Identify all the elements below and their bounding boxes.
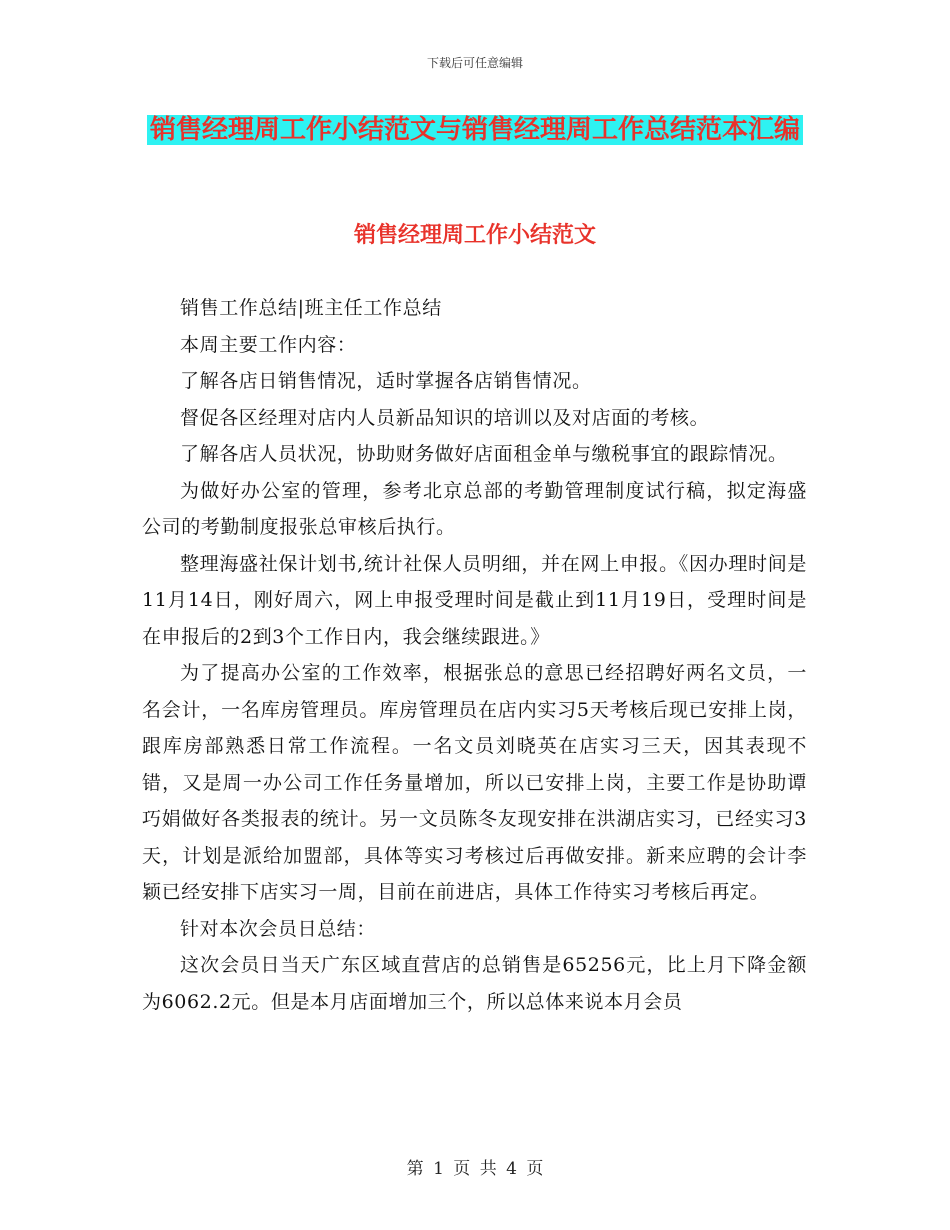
paragraph: 这次会员日当天广东区域直营店的总销售是65256元，比上月下降金额为6062.2元。但是本月店面增加三个，所以总体来说本月会员: [142, 954, 807, 1013]
paragraph: 整理海盛社保计划书,统计社保人员明细，并在网上申报。《因办理时间是11月14日，刚好周六，网上申报受理时间是截止到11月19日，受理时间是在申报后的2到3个工作日内，我会继续跟进。》: [142, 552, 807, 648]
paragraph: 针对本次会员日总结：: [180, 917, 377, 940]
page-number-footer: 第 1 页 共 4 页: [406, 1159, 544, 1179]
document-title-text: 销售经理周工作小结范文与销售经理周工作总结范本汇编: [147, 115, 803, 145]
document-title: [140, 108, 810, 152]
paragraph: 为做好办公室的管理，参考北京总部的考勤管理制度试行稿，拟定海盛公司的考勤制度报张总审核后执行。: [142, 479, 807, 538]
paragraph: 销售工作总结|班主任工作总结: [180, 297, 442, 319]
paragraph: 为了提高办公室的工作效率，根据张总的意思已经招聘好两名文员，一名会计，一名库房管理员。库房管理员在店内实习5天考核后现已安排上岗，跟库房部熟悉日常工作流程。一名文员刘晓英在店实习三天，因其表现不错，又是周一办公司工作任务量增加，所以已安排上岗，主要工作是协助谭巧娟做好各类报表的统计。另一文员陈冬友现安排在洪湖店实习，已经实习3天，计划是派给加盟部，具体等实习考核过后再做安排。新来应聘的会计李颖已经安排下店实习一周，目前在前进店，具体工作待实习考核后再定。: [142, 662, 807, 903]
header-note: 下载后可任意编辑: [426, 56, 523, 70]
document-body: [142, 290, 807, 1020]
paragraph: 督促各区经理对店内人员新品知识的培训以及对店面的考核。: [180, 406, 710, 429]
paragraph: 了解各店日销售情况，适时掌握各店销售情况。: [180, 370, 592, 392]
paragraph: 了解各店人员状况，协助财务做好店面租金单与缴税事宜的跟踪情况。: [180, 443, 788, 465]
paragraph: 本周主要工作内容：: [180, 333, 357, 356]
section-title: 销售经理周工作小结范文: [353, 223, 596, 248]
